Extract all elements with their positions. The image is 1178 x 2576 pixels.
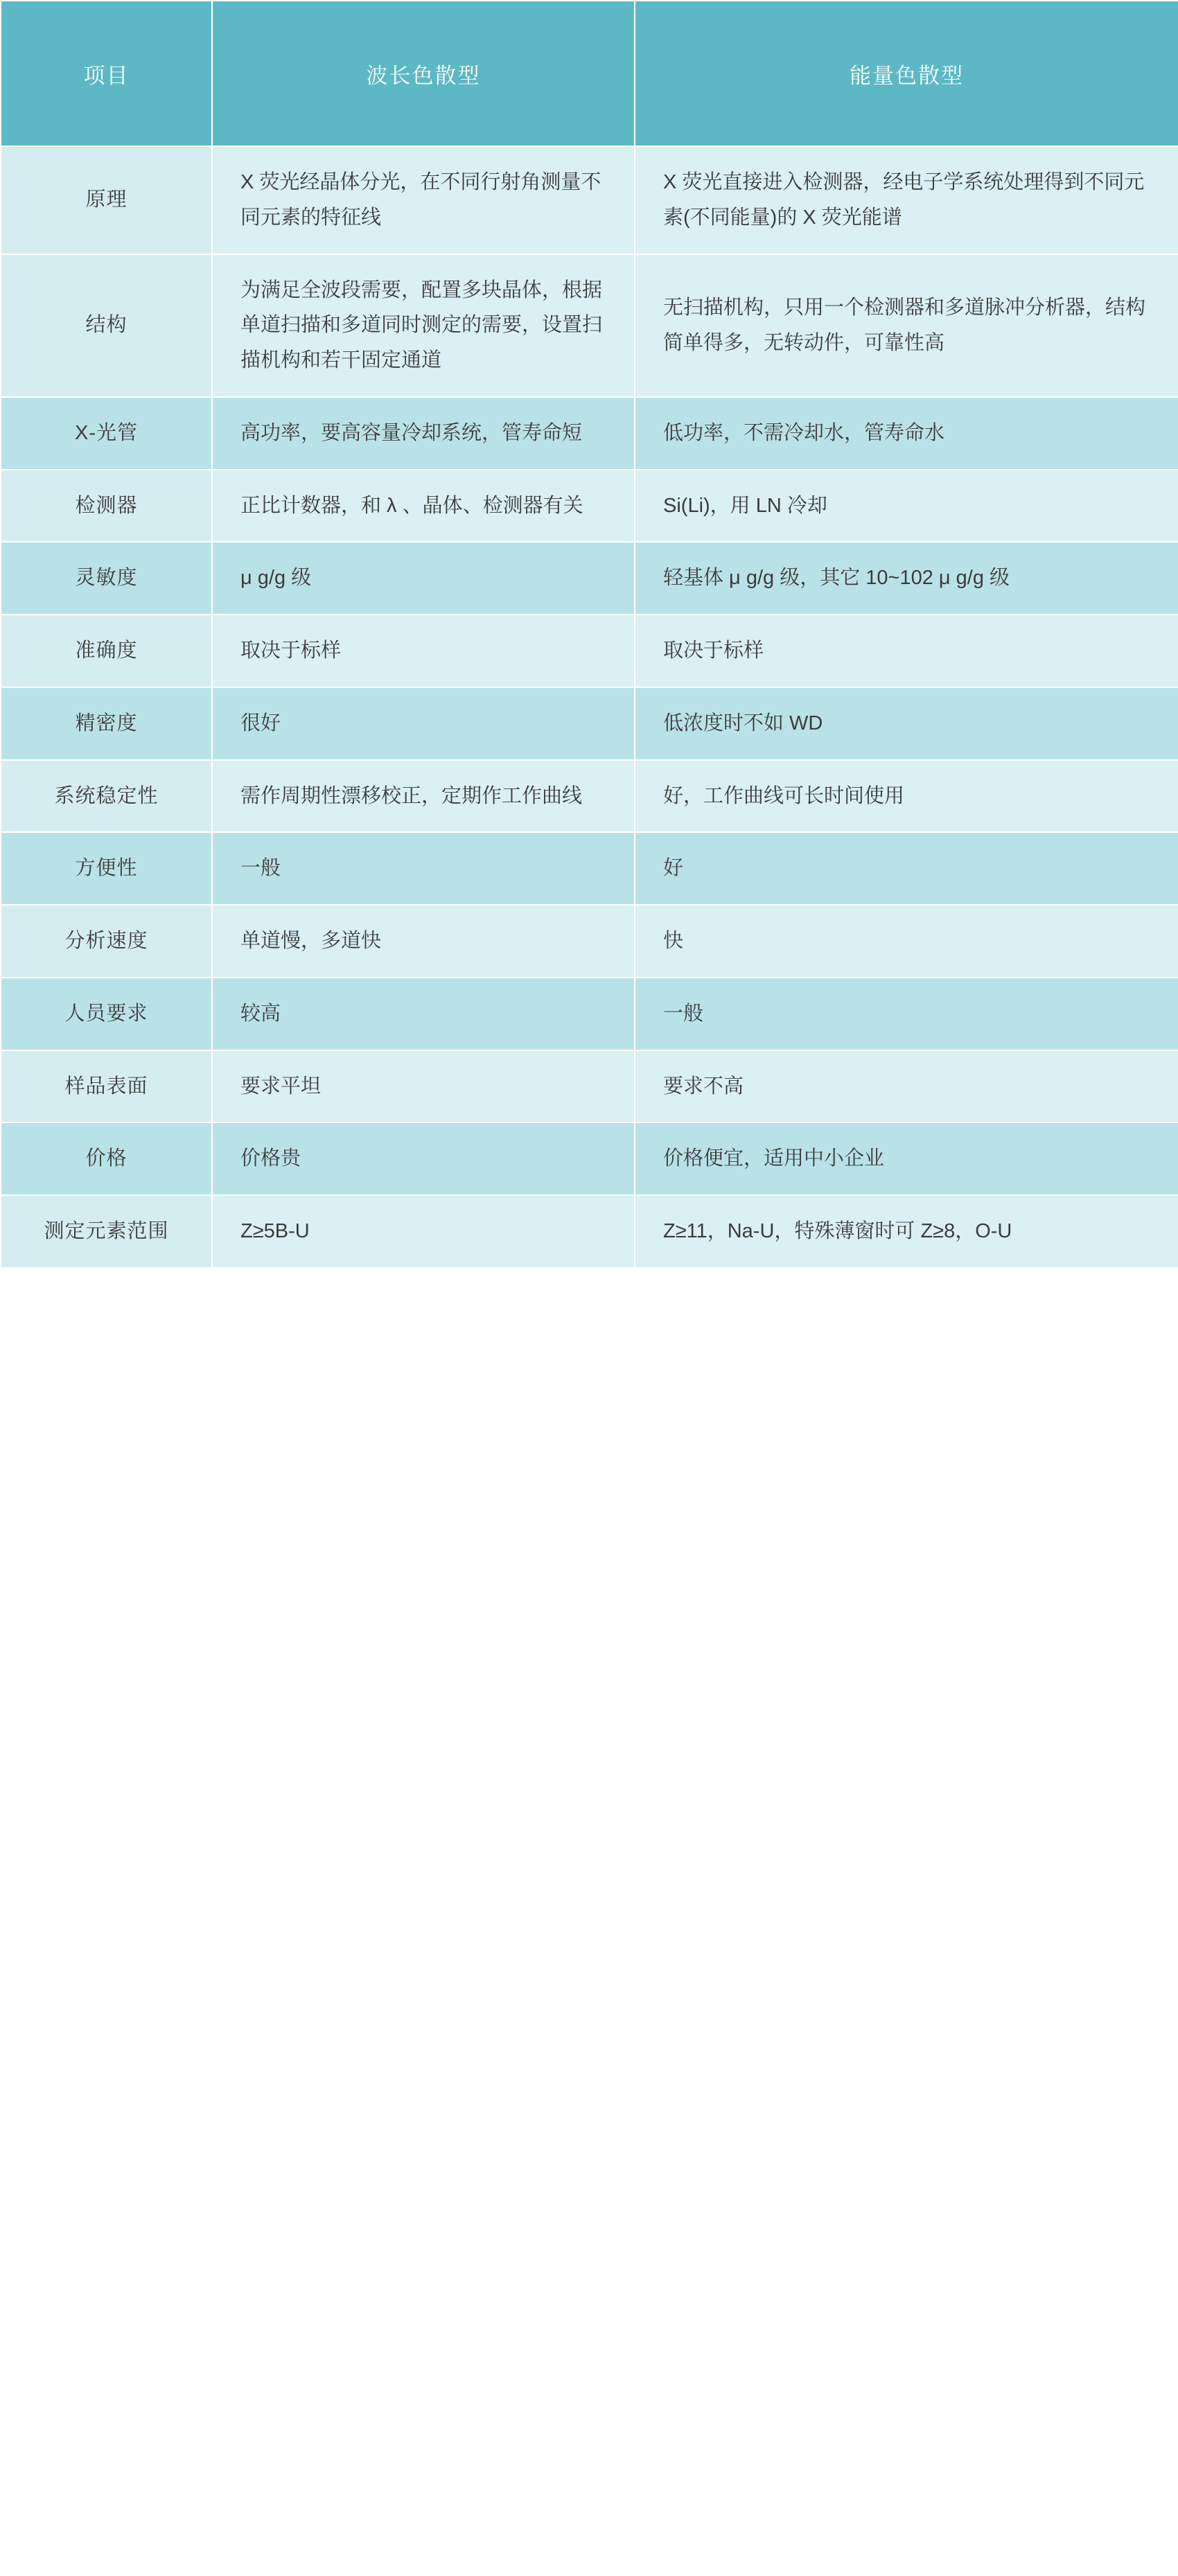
comparison-table-page [0,0,1178,1269]
row-label: 价格 [1,1122,212,1195]
table-header-row [1,1,1178,146]
cell-wavelength-dispersive: 为满足全波段需要，配置多块晶体，根据单道扫描和多道同时测定的需要，设置扫描机构和若干固定通道 [212,254,635,397]
cell-wavelength-dispersive: 一般 [212,832,635,905]
row-label: 系统稳定性 [1,760,212,833]
cell-wavelength-dispersive: 价格贵 [212,1122,635,1195]
row-label: 结构 [1,254,212,397]
cell-energy-dispersive: 一般 [635,978,1178,1050]
table-body [1,146,1178,1268]
table-row [1,542,1178,615]
cell-energy-dispersive: 取决于标样 [635,615,1178,687]
cell-energy-dispersive: 低浓度时不如 WD [635,687,1178,760]
cell-wavelength-dispersive: 单道慢，多道快 [212,905,635,978]
cell-energy-dispersive: Z≥11，Na-U，特殊薄窗时可 Z≥8，O-U [635,1195,1178,1268]
table-row [1,146,1178,254]
cell-wavelength-dispersive: 要求平坦 [212,1050,635,1123]
table-row [1,254,1178,397]
cell-energy-dispersive: 好 [635,832,1178,905]
table-row [1,832,1178,905]
table-row [1,1050,1178,1123]
table-header [1,1,1178,146]
comparison-table [0,0,1178,1269]
table-row [1,905,1178,978]
row-label: 分析速度 [1,905,212,978]
cell-energy-dispersive: 好，工作曲线可长时间使用 [635,760,1178,833]
row-label: 原理 [1,146,212,254]
cell-energy-dispersive: 价格便宜，适用中小企业 [635,1122,1178,1195]
cell-energy-dispersive: X 荧光直接进入检测器，经电子学系统处理得到不同元素(不同能量)的 X 荧光能谱 [635,146,1178,254]
cell-energy-dispersive: 低功率，不需冷却水，管寿命水 [635,397,1178,470]
row-label: 测定元素范围 [1,1195,212,1268]
table-row [1,615,1178,687]
column-header-item: 项目 [1,1,212,146]
row-label: X-光管 [1,397,212,470]
column-header-energy-dispersive: 能量色散型 [635,1,1178,146]
cell-energy-dispersive: 轻基体 μ g/g 级，其它 10~102 μ g/g 级 [635,542,1178,615]
cell-energy-dispersive: 快 [635,905,1178,978]
table-row [1,687,1178,760]
table-row [1,760,1178,833]
row-label: 检测器 [1,470,212,542]
row-label: 人员要求 [1,978,212,1050]
cell-energy-dispersive: Si(Li)，用 LN 冷却 [635,470,1178,542]
row-label: 样品表面 [1,1050,212,1123]
cell-wavelength-dispersive: 很好 [212,687,635,760]
table-row [1,1195,1178,1268]
row-label: 灵敏度 [1,542,212,615]
cell-energy-dispersive: 无扫描机构，只用一个检测器和多道脉冲分析器，结构简单得多，无转动件，可靠性高 [635,254,1178,397]
cell-wavelength-dispersive: X 荧光经晶体分光，在不同行射角测量不同元素的特征线 [212,146,635,254]
cell-energy-dispersive: 要求不高 [635,1050,1178,1123]
row-label: 精密度 [1,687,212,760]
cell-wavelength-dispersive: 正比计数器，和 λ 、晶体、检测器有关 [212,470,635,542]
cell-wavelength-dispersive: Z≥5B-U [212,1195,635,1268]
row-label: 准确度 [1,615,212,687]
cell-wavelength-dispersive: 取决于标样 [212,615,635,687]
table-row [1,470,1178,542]
column-header-wavelength-dispersive: 波长色散型 [212,1,635,146]
table-row [1,397,1178,470]
cell-wavelength-dispersive: 需作周期性漂移校正，定期作工作曲线 [212,760,635,833]
table-row [1,978,1178,1050]
row-label: 方便性 [1,832,212,905]
table-row [1,1122,1178,1195]
cell-wavelength-dispersive: 较高 [212,978,635,1050]
cell-wavelength-dispersive: 高功率，要高容量冷却系统，管寿命短 [212,397,635,470]
cell-wavelength-dispersive: μ g/g 级 [212,542,635,615]
